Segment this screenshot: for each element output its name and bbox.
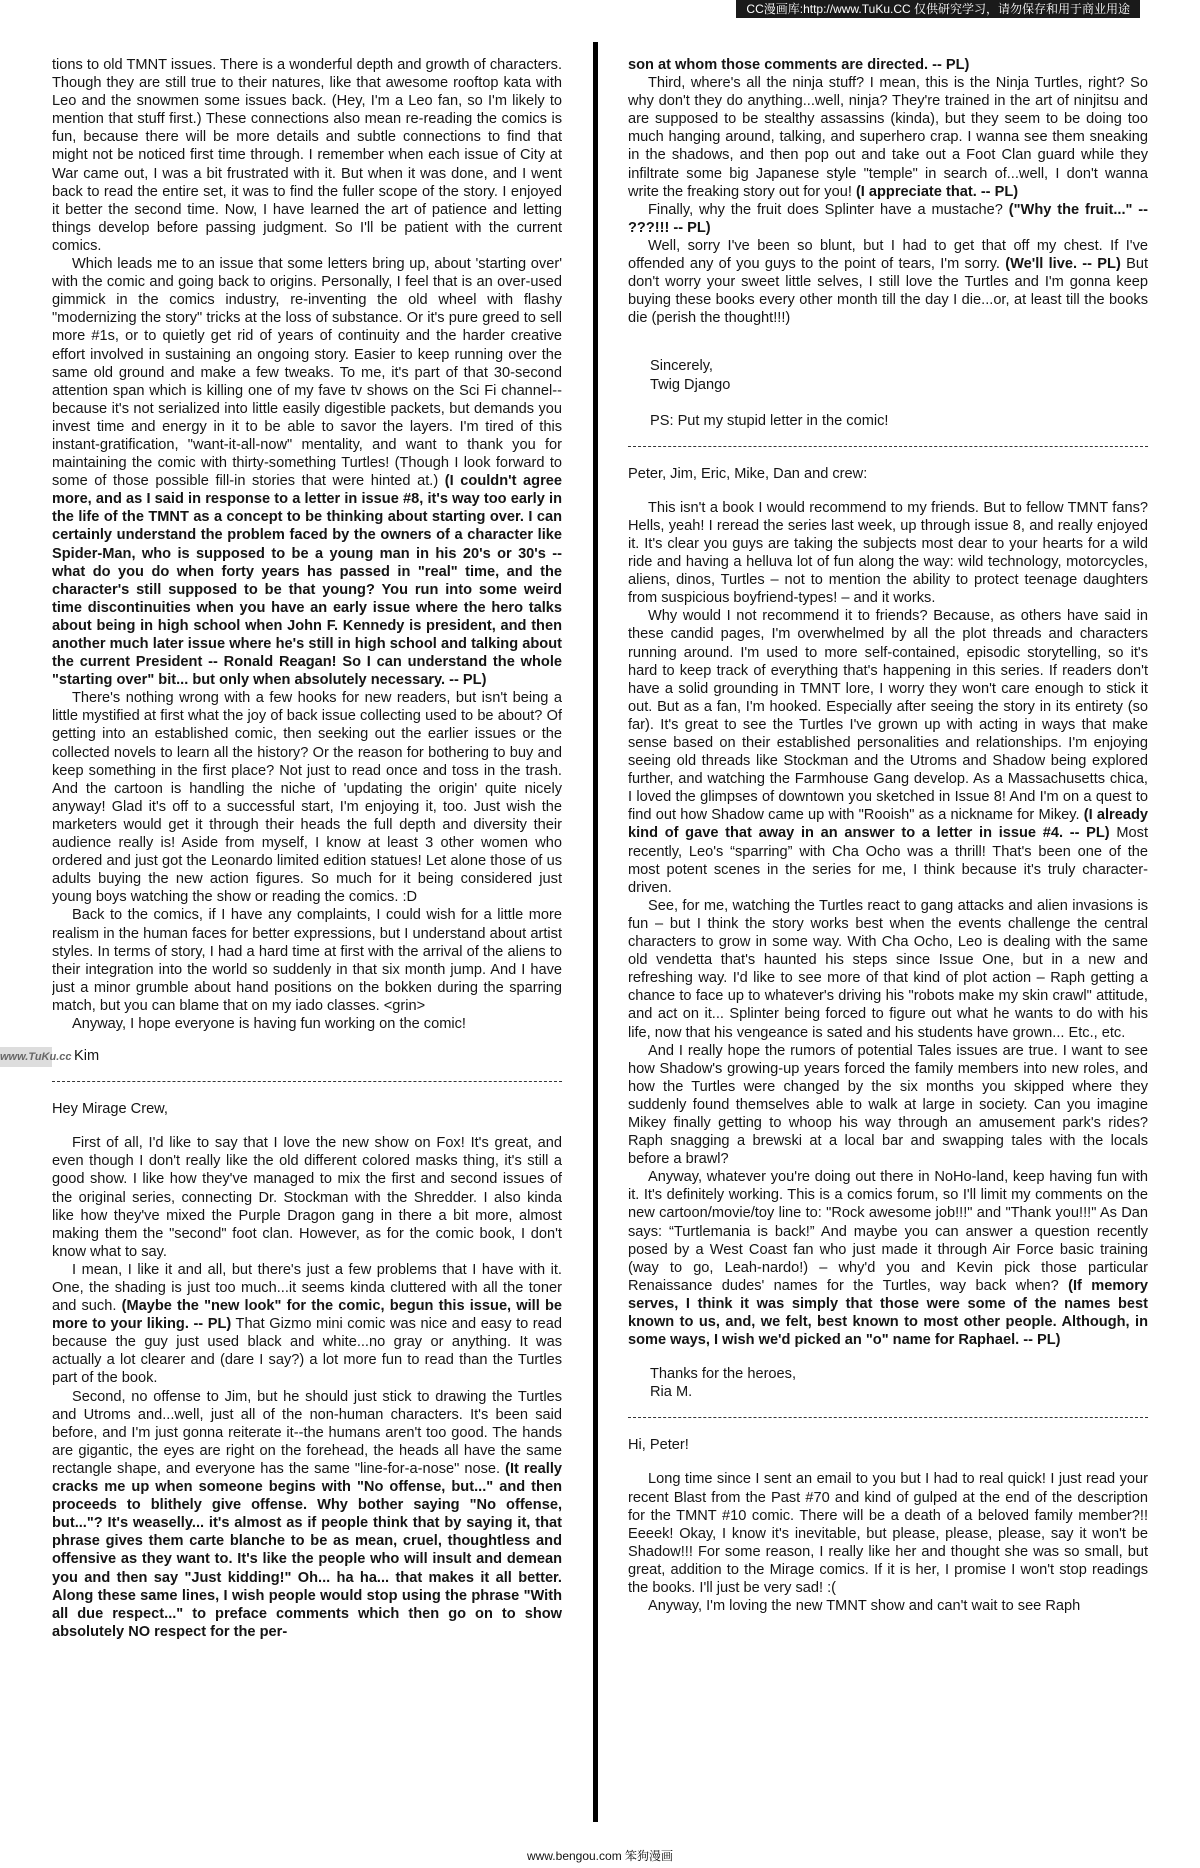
- letters-page: [52, 42, 1148, 1822]
- letter-paragraph: Long time since I sent an email to you but I had to real quick! I just read your recent Blast from the Past #70 and kind of gulped at the end of the description for the TMNT #10 comic. There will be a death of a beloved family member?!! Eeeek! Okay, I know it's inevitable, but please, please, please, say it won't be Shadow!!! For some reason, I really like her and thought she was so small, but great, addition to the Mirage comics. If it is her, I promise I won't stop readings the books. I'll just be very sad! :(: [628, 1471, 1148, 1597]
- letter-paragraph: Third, where's all the ninja stuff? I mean, this is the Ninja Turtles, right? So why don't they do anything...well, ninja? They're trained in the art of ninjitsu and are supposed to be stealthy assassins (kinda), but they seem to be doing too much hanging around, talking, and superhero crap. I wanna see them sneaking in the shadows, and then pop out and take out a Foot Clan guard while they infiltrate some big Japanese style "temple" in search of...well, I don't wanna write the freaking story out for you! (I appreciate that. -- PL): [628, 75, 1148, 200]
- letter-paragraph: Second, no offense to Jim, but he should just stick to drawing the Turtles and Utroms and...well, just all of the non-human characters. It's been said before, and I'm just gonna reiterate it--the humans aren't too good. The hands are gigantic, the eyes are right on the forehead, the heads all have the same rectangle shape, and everyone has the same "line-for-a-nose" nose. (It really cracks me up when someone begins with "No offense, but..." and then proceeds to blithely give offense. Why bother saying "No offense, but..."? It's weaselly... it's almost as if people think that by saying it, that phrase gives them carte blanche to be as mean, cruel, thoughtless and offensive as they want to. It's like the people who will insult and demean you and then say "Just kidding!" Oh... ha ha... that makes it all better. Along these same lines, I wish people would stop using the phrase "With all due respect..." to preface comments which then go on to show absolutely NO respect for the per-: [52, 1388, 562, 1640]
- signature: Ria M.: [650, 1384, 693, 1401]
- letter-paragraph: And I really hope the rumors of potential Tales issues are true. I want to see how Shadow's growing-up years forced the family members into new roles, and how the Turtles were changed by the six months you skipped where they suddenly found themselves able to walk at large in society. Can you imagine Mikey finally getting to whoop his way through an amusement park's rides? Raph snagging a brewski at a local bar and swapping tales with the locals before a brawl?: [628, 1042, 1148, 1168]
- letter-paragraph: Anyway, whatever you're doing out there in NoHo-land, keep having fun with it. It's definitely working. This is a comics forum, so I'll limit my comments on the new cartoon/movie/toy line to: "Rock awesome job!!!" and "Thank you!!!" As Dan says: “Turtlemania is back!” And maybe you can answer a question recently posed by a West Coast fan who just made it through Air Force basic training (way to go, Leah-nardo!) – why'd you and Kevin pick those particular Renaissance dudes' names for the Turtles, way back when? (If memory serves, I think it was simply that those were some of the names best known to us, and, we felt, best known to most other people. Although, in some ways, I wish we'd picked an "o" name for Raphael. -- PL): [628, 1169, 1148, 1349]
- letter-paragraph: I mean, I like it and all, but there's just a few problems that I have with it. One, the shading is just too much...it seems kinda cluttered with all the toner and such. (Maybe the "new look" for the comic, begun this issue, will be more to your liking. -- PL) That Gizmo mini comic was nice and easy to read because the guy just used black and white...no gray or anything. It was actually a lot clearer and (dare I say?) a lot more fun to read than the Turtles part of the book.: [52, 1261, 562, 1387]
- letter-greeting: Peter, Jim, Eric, Mike, Dan and crew:: [628, 465, 868, 482]
- letter-greeting: Hi, Peter!: [628, 1437, 689, 1454]
- closing: Thanks for the heroes,: [650, 1366, 797, 1383]
- watermark: www.TuKu.cc: [0, 1047, 52, 1067]
- letter-separator: [628, 1417, 1148, 1418]
- editor-reply: (It really cracks me up when someone begins with "No offense, but..." and then proceeds to blithely give offense. Why bother saying "No offense, but..."? It's weaselly... it's almost as if people think that by saying it, that phrase gives them carte blanche to be as mean, cruel, thoughtless and offensive as they want to. It's like the people who will insult and demean you and then say "Just kidding!" Oh... ha ha... that makes it all better. Along these same lines, I wish people would stop using the phrase "With all due respect..." to preface comments which then go on to show absolutely NO respect for the per-: [52, 1460, 562, 1640]
- letter-separator: [628, 446, 1148, 447]
- postscript: PS: Put my stupid letter in the comic!: [650, 412, 889, 429]
- editor-reply: (I already kind of gave that away in an answer to a letter in issue #4. -- PL): [628, 807, 1148, 842]
- letter-greeting: Hey Mirage Crew,: [52, 1101, 168, 1118]
- letter-paragraph: Why would I not recommend it to friends? Because, as others have said in these candid pages, I'm overwhelmed by all the plot threads and characters running around. I'm used to more self-contained, episodic storytelling, so it's hard to keep track of everything that's happening in this series. If readers don't have a solid grounding in TMNT lore, I worry they won't care enough to stick it out. But as a fan, I'm hooked. Especially after seeing the story in its entirety (so far). It's great to see the Turtles I've grown up with acting in ways that make sense based on their established personalities and relationships. I'm enjoying seeing old threads like Stockman and the Utroms and Shadow being explored further, and watching the Farmhouse Gang develop. As a Massachusetts chica, I loved the glimpses of downtown you sketched in Issue 8! And I'm on a quest to find out how Shadow came up with "Rooish" as a nickname for Mikey. (I already kind of gave that away in an answer to a letter in issue #4. -- PL) Most recently, Leo's “sparring” with Cha Ocho was a thrill! That's been one of the most potent scenes in the series for me, I think because it's truly character-driven.: [628, 608, 1148, 896]
- right-column: [628, 56, 1148, 1822]
- editor-reply: (Maybe the "new look" for the comic, begun this issue, will be more to your liking. -- PL): [52, 1298, 562, 1333]
- letter-paragraph: First of all, I'd like to say that I love the new show on Fox! It's great, and even though I don't really like the old different colored masks thing, it's still a good show. I like how they've managed to mix the first and second issues of the original series, connecting Dr. Stockman with the Shredder. I also kinda like how they've mixed the Purple Dragon gang in there a bit more, almost making them the "second" foot clan. However, as for the comic book, I don't know what to say.: [52, 1135, 562, 1260]
- top-banner: CC漫画库:http://www.TuKu.CC 仅供研究学习，请勿保存和用于商业用途: [736, 0, 1140, 18]
- closing: Sincerely,: [650, 358, 713, 375]
- signature-block: [628, 1365, 1148, 1401]
- letter-paragraph: Which leads me to an issue that some letters bring up, about 'starting over' with the comic and going back to origins. Personally, I feel that is an over-used gimmick in the comics industry, re-inventing the old wheel with flashy "modernizing the story" tricks at the loss of substance. Or it's pure greed to sell more #1s, or to quietly get rid of years of continuity and the harder creative effort involved in sustaining an ongoing story. Easier to keep running over the same old ground and make a few tweaks. To me, it's part of that 30-second attention span which is killing one of my fave tv shows on the Sci Fi channel--because it's not serialized into little easily digestible packets, but demands you invest time and energy in it to be able to savor the layers. I'm tired of this instant-gratification, "want-it-all-now" mentality, and want to thank you for maintaining the comic with thirty-something Turtles! (Though I look forward to some of those possible fill-in stories that were hinted at.) (I couldn't agree more, and as I said in response to a letter in issue #8, it's way too early in the life of the TMNT as a concept to be thinking about starting over. I can certainly understand the problem faced by the owners of a character like Spider-Man, who is supposed to be a young man in his 20's or 30's -- what do you do when forty years has passed in "real" time, and the character's still supposed to be that young? You run into some weird time discontinuities when you have an early issue where the hero talks about being in high school when John F. Kennedy is president, and then another much later issue where he's still in high school and talking about the current President -- Ronald Reagan! So I can understand the whole "starting over" bit... but only when absolutely necessary. -- PL): [52, 256, 562, 689]
- letter-paragraph: Finally, why the fruit does Splinter have a mustache? ("Why the fruit..." -- ???!!! -- PL): [628, 201, 1148, 236]
- footer-credit: www.bengou.com 笨狗漫画: [526, 1849, 674, 1863]
- letter-paragraph: Anyway, I hope everyone is having fun working on the comic!: [72, 1015, 466, 1032]
- signature-block: [628, 357, 1148, 393]
- letter-paragraph: This isn't a book I would recommend to my friends. But to fellow TMNT fans? Hells, yeah! I reread the series last week, up through issue 8, and really enjoyed it. It's clear you guys are taking the subjects most dear to your hearts for a wild ride and having a helluva lot of fun along the way: wild technology, motorcycles, aliens, dinos, Turtles – not to mention the ability to protect teenage daughters from suspicious boyfriend-types! – and it works.: [628, 499, 1148, 607]
- editor-reply: (I appreciate that. -- PL): [855, 183, 1019, 200]
- left-column: [52, 56, 562, 1822]
- column-divider: [593, 42, 598, 1822]
- editor-reply: (We'll live. -- PL): [1005, 256, 1121, 273]
- editor-reply: (If memory serves, I think it was simply that those were some of the names best known to us, and, we felt, best known to most other people. Although, in some ways, I wish we'd picked an "o" name for Raphael. -- PL): [628, 1277, 1148, 1349]
- letter-separator: [52, 1081, 562, 1082]
- letter-paragraph: [628, 56, 1148, 74]
- editor-reply: son at whom those comments are directed. -- PL): [628, 57, 970, 73]
- signature: Twig Django: [650, 376, 731, 393]
- editor-reply: ("Why the fruit..." -- ???!!! -- PL): [628, 201, 1148, 236]
- letter-paragraph: There's nothing wrong with a few hooks for new readers, but isn't being a little mystified at first what the joy of back issue collecting used to be about? Of getting into an established comic, then seeking out the earlier issues or the collected novels to learn all the history? Or the reason for bothering to buy and keep something in the first place? Not just to read once and toss in the trash. And the cartoon is handling the niche of 'updating the origin' quite nicely anyway! Glad it's off to a successful start, I'm enjoying it, too. Just wish the marketers would get it through their heads the full depth and diversity their audience really is! Aside from myself, I know at least 3 other women who ordered and just got the Leonardo limited edition statues! Let alone those of us adults buying the new action figures. So much for it being considered just young boys watching the show or reading the comics. :D: [52, 690, 562, 906]
- letter-paragraph: Anyway, I'm loving the new TMNT show and can't wait to see Raph: [648, 1598, 1081, 1615]
- signature: Kim: [74, 1048, 100, 1065]
- editor-reply: (I couldn't agree more, and as I said in response to a letter in issue #8, it's way too early in the life of the TMNT as a concept to be thinking about starting over. I can certainly understand the problem faced by the owners of a character like Spider-Man, who is supposed to be a young man in his 20's or 30's -- what do you do when forty years has passed in "real" time, and the character's still supposed to be that young? You run into some weird time discontinuities when you have an early issue where the hero talks about being in high school when John F. Kennedy is president, and then another much later issue where he's still in high school and talking about the current President -- Ronald Reagan! So I can understand the whole "starting over" bit... but only when absolutely necessary. -- PL): [52, 473, 562, 689]
- letter-paragraph: Well, sorry I've been so blunt, but I had to get that off my chest. If I've offended any of you guys to the point of tears, I'm sorry. (We'll live. -- PL) But don't worry your sweet little selves, I still love the Turtles and I'm gonna keep buying these books every other month till the day I die...or, at least till the books die (perish the thought!!!): [628, 237, 1148, 327]
- letter-paragraph: tions to old TMNT issues. There is a wonderful depth and growth of characters. Though they are still true to their natures, like that awesome rooftop kata with Leo and the snowmen some issues back. (Hey, I'm a Leo fan, so I'm likely to mention that stuff first.) These connections also mean re-reading the comics is fun, because there will be more details and subtle connections to find that might not be noticed first time through. I remember when each issue of City at War came out, I was a bit frustrated with it. But when it was done, and I went back to read the entire set, it was to find the fuller scope of the story. I enjoyed it better the second time. Now, I have learned the art of patience and letting things develop before passing judgment. So I'll be patient with the current comics.: [52, 57, 562, 254]
- letter-paragraph: See, for me, watching the Turtles react to gang attacks and alien invasions is fun – but I think the story works best when the events challenge the central characters to grow in some way. With Cha Ocho, Leo is dealing with the same old vendetta that's haunted his steps since Issue One, but in a new and refreshing way. I'd like to see more of that kind of plot action – Raph getting a chance to face up to whatever's driving his "robots make my skin crawl" attitude, and act on it... Splinter being forced to figure out what he wants to do with his life, now that his vengeance is sated and his students have grown... Etc., etc.: [628, 897, 1148, 1041]
- letter-paragraph: Back to the comics, if I have any complaints, I could wish for a little more realism in the human faces for better expressions, but I understand about artist styles. In terms of story, I had a hard time at first with the arrival of the aliens to their integration into the world so suddenly in that six month jump. And I have just a minor grumble about hand positions on the bokken during the sparring match, but you can blame that on my iado classes. <grin>: [52, 907, 562, 1014]
